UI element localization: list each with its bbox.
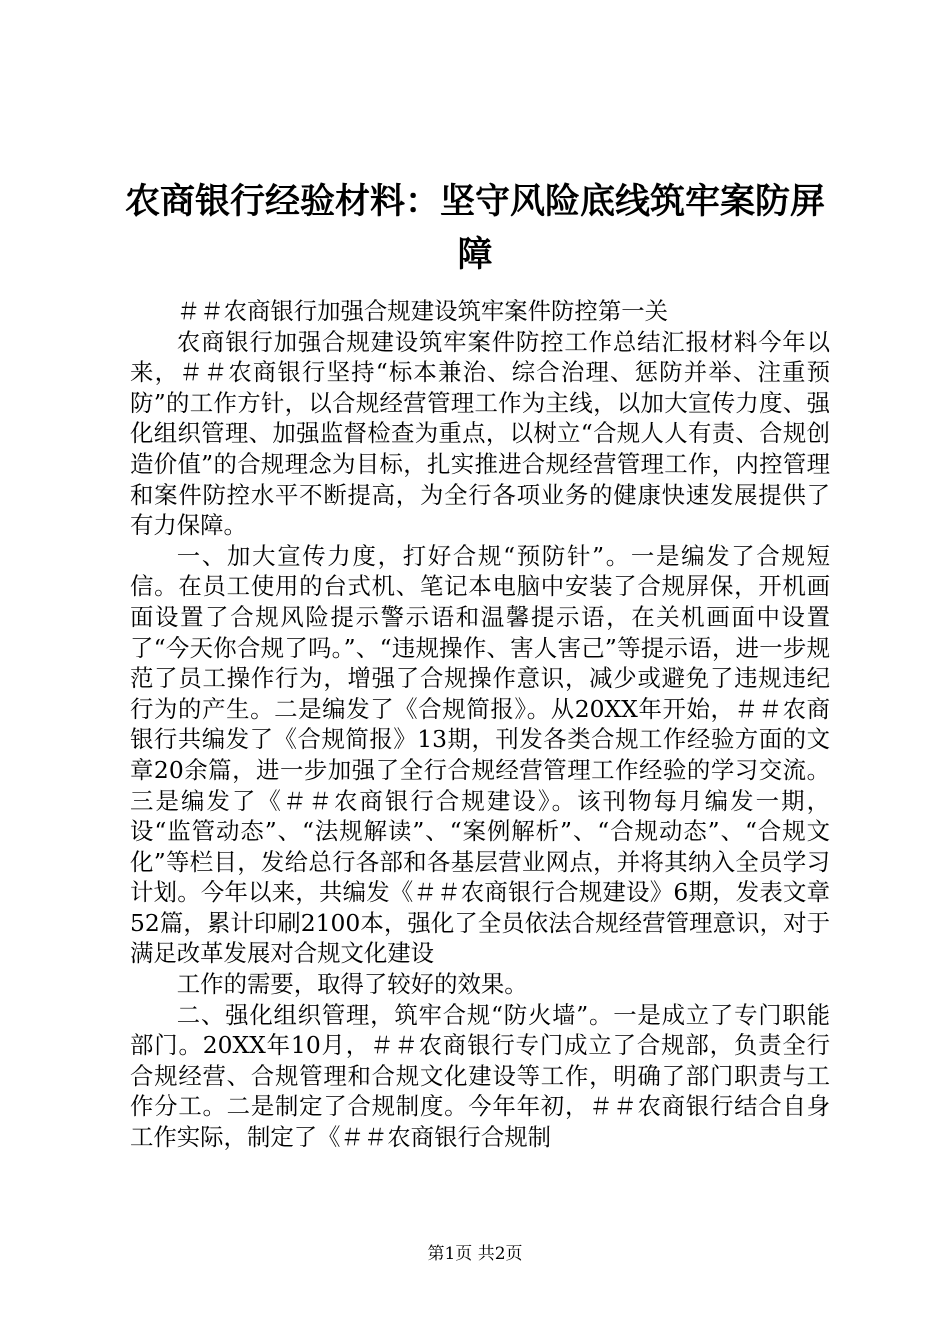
- subtitle-paragraph: ＃＃农商银行加强合规建设筑牢案件防控第一关: [176, 297, 668, 325]
- body-paragraph: 一、加大宣传力度，打好合规“预防针”。一是编发了合规短信。在员工使用的台式机、笔记本电脑中安装了合规屏保，开机画面设置了合规风险提示警示语和温馨提示语，在关机画面中设置了“今天你合规了吗。”、“违规操作、害人害己”等提示语，进一步规范了员工操作行为，增强了合规操作意识，减少或避免了违规违纪行为的产生。二是编发了《合规简报》。从20XX年开始，＃＃农商银行共编发了《合规简报》13期，刊发各类合规工作经验方面的文章20余篇，进一步加强了全行合规经营管理工作经验的学习交流。三是编发了《＃＃农商银行合规建设》。该刊物每月编发一期，设“监管动态”、“法规解读”、“案例解析”、“合规动态”、“合规文化”等栏目，发给总行各部和各基层营业网点，并将其纳入全员学习计划。今年以来，共编发《＃＃农商银行合规建设》6期，发表文章52篇，累计印刷2100本，强化了全员依法合规经营管理意识，对于满足改革发展对合规文化建设: [130, 541, 830, 968]
- body-paragraph: 农商银行加强合规建设筑牢案件防控工作总结汇报材料今年以来，＃＃农商银行坚持“标本兼治、综合治理、惩防并举、注重预防”的工作方针，以合规经营管理工作为主线，以加大宣传力度、强化组织管理、加强监督检查为重点，以树立“合规人人有责、合规创造价值”的合规理念为目标，扎实推进合规经营管理工作，内控管理和案件防控水平不断提高，为全行各项业务的健康快速发展提供了有力保障。: [130, 327, 830, 540]
- body-paragraph: 二、强化组织管理，筑牢合规“防火墙”。一是成立了专门职能部门。20XX年10月，＃＃农商银行专门成立了合规部，负责全行合规经营、合规管理和合规文化建设等工作，明确了部门职责与工作分工。二是制定了合规制度。今年年初，＃＃农商银行结合自身工作实际，制定了《＃＃农商银行合规制: [130, 1000, 830, 1152]
- page-number: 第1页 共2页: [427, 1244, 523, 1264]
- document-body: [130, 296, 830, 1153]
- document-title: 农商银行经验材料：坚守风险底线筑牢案防屏障: [124, 182, 825, 275]
- body-paragraph: 工作的需要，取得了较好的效果。: [176, 970, 528, 999]
